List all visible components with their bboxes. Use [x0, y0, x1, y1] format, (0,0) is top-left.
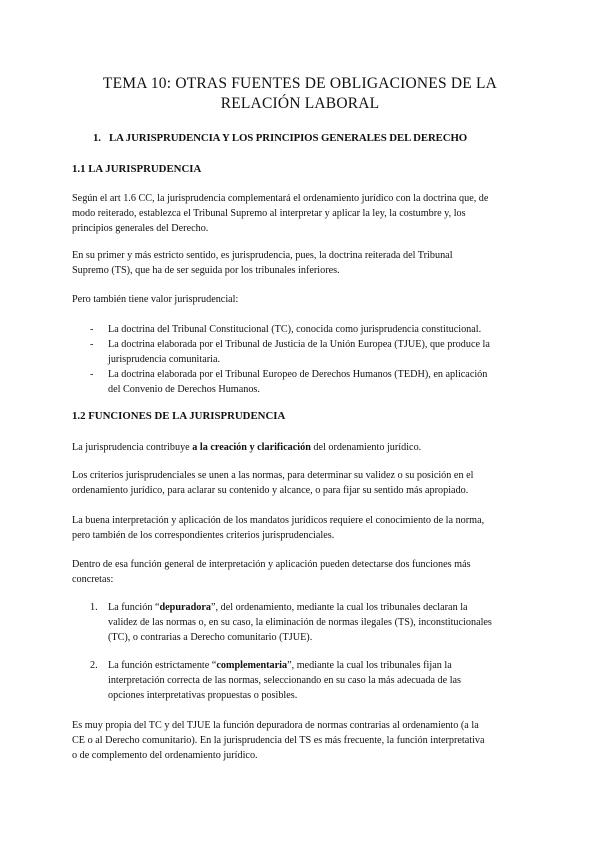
text-line: CE o al Derecho comunitario). En la jurisprudencia del TS es más frecuente, la función interpretativa — [72, 735, 485, 746]
document-title — [60, 74, 540, 114]
bullet-dash: - — [90, 339, 94, 350]
item-number: 2. — [90, 660, 98, 671]
text-line: concretas: — [72, 574, 114, 585]
text-line: Según el art 1.6 CC, la jurisprudencia complementará el ordenamiento jurídico con la doctrina que, de — [72, 193, 489, 204]
bullet-dash: - — [90, 369, 94, 380]
text-line: La doctrina del Tribunal Constitucional (TC), conocida como jurisprudencia constitucional. — [108, 324, 482, 335]
paragraph-strict-sense — [72, 248, 453, 278]
text-line: La doctrina elaborada por el Tribunal de Justicia de la Unión Europea (TJUE), que produce la — [108, 339, 490, 350]
text-line: pero también de los correspondientes criterios jurisprudenciales. — [72, 530, 335, 541]
title-line-2: RELACIÓN LABORAL — [220, 95, 380, 112]
bold-text-run: depuradora — [159, 602, 211, 613]
text-line: opciones interpretativas propuestas o posibles. — [108, 690, 298, 701]
text-line: Los criterios jurisprudenciales se unen a las normas, para determinar su validez o su posición en el — [72, 470, 474, 481]
text-line: La doctrina elaborada por el Tribunal Europeo de Derechos Humanos (TEDH), en aplicación — [108, 369, 488, 380]
text-line: ordenamiento jurídico, para aclarar su contenido y alcance, o para fijar su sentido más apropiado. — [72, 485, 469, 496]
item-number: 1. — [90, 602, 98, 613]
text-line: jurisprudencia comunitaria. — [108, 354, 221, 365]
paragraph-tc-tjue — [72, 718, 485, 763]
paragraph-criteria — [72, 468, 473, 498]
text-run: ”, mediante la cual los tribunales fijan la — [287, 660, 452, 671]
bold-text-run: complementaria — [216, 660, 288, 671]
title-line-1: TEMA 10: OTRAS FUENTES DE OBLIGACIONES DE LA — [102, 75, 498, 92]
text-line: La buena interpretación y aplicación de los mandatos jurídicos requiere el conocimiento de la norma, — [72, 515, 485, 526]
text-run: del ordenamiento jurídico. — [310, 442, 422, 453]
text-line: o de complemento del ordenamiento jurídico. — [72, 750, 258, 761]
paragraph-two-functions — [72, 557, 471, 587]
text-line: validez de las normas o, en su caso, la eliminación de normas ilegales (TS), inconstitucionales — [108, 617, 492, 628]
text-run: La jurisprudencia contribuye — [72, 442, 193, 453]
text-line — [108, 658, 461, 673]
paragraph-art-1-6 — [72, 191, 488, 236]
paragraph-also-value: Pero también tiene valor jurisprudencial: — [72, 294, 239, 305]
text-line: principios generales del Derecho. — [72, 223, 209, 234]
text-line: Dentro de esa función general de interpretación y aplicación pueden detectarse dos funciones más — [72, 559, 471, 570]
paragraph-good-interpretation — [72, 513, 484, 543]
text-line: (TC), o contrarias a Derecho comunitario (TJUE). — [108, 632, 313, 643]
subsection-heading-1-2: 1.2 FUNCIONES DE LA JURISPRUDENCIA — [72, 410, 286, 422]
text-line: interpretación correcta de las normas, seleccionando en su caso la más adecuada de las — [108, 675, 462, 686]
text-line: Supremo (TS), que ha de ser seguida por los tribunales inferiores. — [72, 265, 340, 276]
subsection-heading-1-1: 1.1 LA JURISPRUDENCIA — [72, 163, 202, 175]
text-run: La función “ — [108, 602, 160, 613]
text-run: La función estrictamente “ — [108, 660, 217, 671]
bold-text-run: a la creación y clarificación — [192, 442, 311, 453]
section-heading-1 — [93, 132, 467, 144]
text-line: Es muy propia del TC y del TJUE la función depuradora de normas contrarias al ordenamiento (a la — [72, 720, 479, 731]
text-line — [108, 600, 492, 615]
bullet-dash: - — [90, 324, 94, 335]
section-number: 1. — [93, 132, 101, 144]
text-line: modo reiterado, establezca el Tribunal Supremo al interpretar y aplicar la ley, la costumbre y, los — [72, 208, 466, 219]
section-heading-text: LA JURISPRUDENCIA Y LOS PRINCIPIOS GENERALES DEL DERECHO — [109, 132, 468, 144]
paragraph-contributes — [72, 440, 421, 455]
text-line: del Convenio de Derechos Humanos. — [108, 384, 260, 395]
text-run: ”, del ordenamiento, mediante la cual los tribunales declaran la — [211, 602, 468, 613]
text-line: En su primer y más estricto sentido, es jurisprudencia, pues, la doctrina reiterada del Tribunal — [72, 250, 453, 261]
